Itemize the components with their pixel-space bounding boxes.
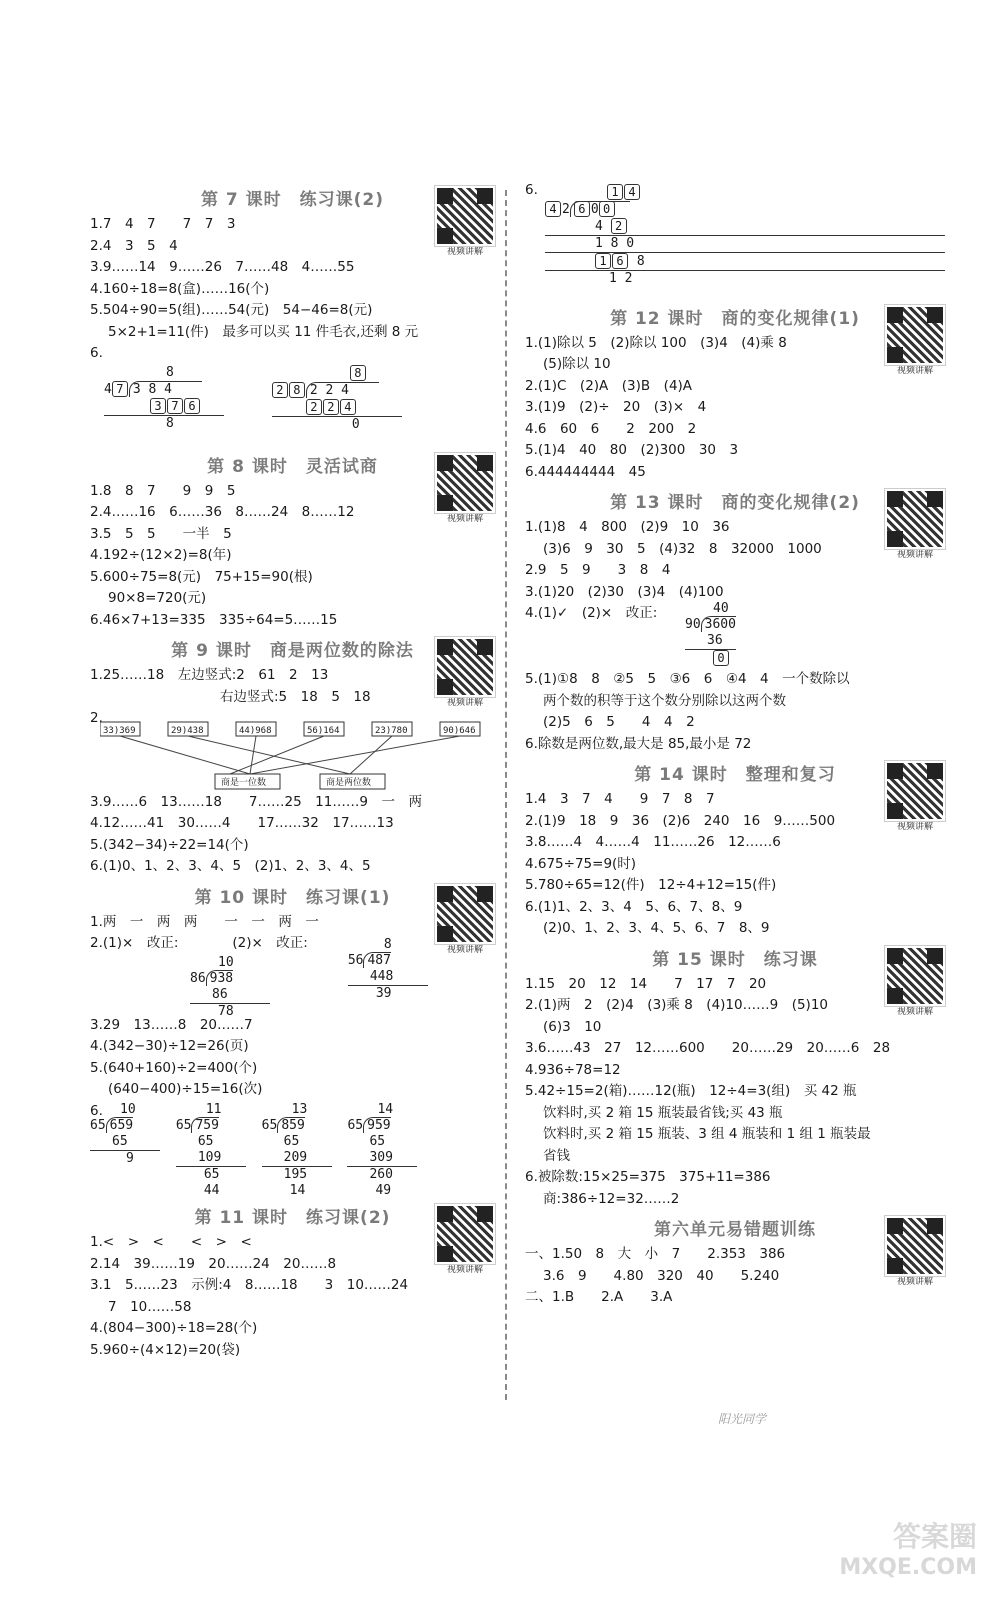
answer-line: 1.(1)除以 5 (2)除以 100 (3)4 (4)乘 8 (525, 334, 787, 351)
answer-line: 7 10……58 (108, 1298, 192, 1315)
pair-card: 23)780 (375, 725, 408, 736)
qr-code-icon (435, 186, 495, 246)
qr-caption: 视频讲解 (896, 822, 933, 832)
qr-code-icon (885, 305, 945, 365)
answer-line: 5×2+1=11(件) 最多可以买 11 件毛衣,还剩 8 元 (108, 323, 419, 340)
qr-caption: 视频讲解 (446, 944, 483, 955)
lesson9-section (90, 637, 495, 878)
answer-line: 2.(1)× 改正: (2)× 改正: (90, 935, 308, 951)
answer-line: 饮料时,买 2 箱 15 瓶装最省钱;买 43 瓶 (543, 1104, 783, 1121)
qr-code[interactable] (885, 946, 945, 1018)
answer-line: 商:386÷12=32……2 (543, 1190, 680, 1207)
division-work (90, 1102, 495, 1198)
answer-line: 1.两 一 两 两 一 一 两 一 (90, 913, 319, 930)
answer-line: 3.6 9 4.80 320 40 5.240 (543, 1267, 780, 1284)
answer-line: 6. (90, 345, 103, 361)
qr-code-icon (885, 1216, 945, 1276)
answer-line: 6.被除数:15×25=375 375+11=386 (525, 1169, 771, 1185)
answer-line: 4.(804−300)÷18=28(个) (90, 1320, 258, 1336)
qr-code[interactable] (885, 761, 945, 833)
lesson13-section (525, 489, 945, 755)
lesson10-section (90, 884, 495, 1199)
answer-line: 1.15 20 12 14 7 17 7 20 (525, 975, 767, 992)
lesson12-title: 第 12 课时 商的变化规律(1) (610, 308, 860, 329)
qr-code[interactable] (885, 1216, 945, 1288)
answer-line: 右边竖式:5 18 5 18 (220, 688, 371, 705)
lesson12-section (525, 305, 945, 484)
answer-line: 1.(1)8 4 800 (2)9 10 36 (525, 519, 730, 535)
matching-diagram (100, 712, 500, 792)
answer-line: 4.(342−30)÷12=26(页) (90, 1038, 249, 1054)
answer-line: 3.6……43 27 12……600 20……29 20……6 28 (525, 1040, 891, 1056)
qr-caption: 视频讲解 (896, 550, 933, 560)
answer-line: 2.9 5 9 3 8 4 (525, 562, 671, 578)
qr-caption: 视频讲解 (446, 698, 483, 708)
box-one-digit: 商是一位数 (221, 777, 267, 788)
answer-line: 6.46×7+13=335 335÷64=5……15 (90, 611, 338, 628)
qr-code-icon (435, 453, 495, 513)
qr-caption: 视频讲解 (446, 247, 483, 257)
column-divider (505, 190, 507, 1400)
right-q6-section (525, 180, 945, 299)
qr-caption: 视频讲解 (896, 1006, 933, 1017)
lesson15-section (525, 946, 945, 1211)
division-work (90, 365, 495, 447)
qr-code-icon (435, 884, 495, 944)
answer-line: 3.8……4 4……4 11……26 12……6 (525, 834, 781, 850)
answer-line: 1.4 3 7 4 9 7 8 7 (525, 791, 715, 807)
qr-code[interactable] (435, 453, 495, 525)
answer-line: 饮料时,买 2 箱 15 瓶装、3 组 4 瓶装和 1 组 1 瓶装最 (543, 1126, 871, 1142)
qr-caption: 视频讲解 (896, 365, 933, 376)
lesson9-title: 第 9 课时 商是两位数的除法 (171, 641, 414, 661)
long-division: 8 56 487 448 39 (348, 937, 428, 1002)
right-column (525, 180, 945, 1309)
answer-line: 6. (525, 182, 538, 198)
answer-line: 4.675÷75=9(时) (525, 855, 637, 872)
answer-line: 3.5 5 5 一半 5 (90, 525, 232, 542)
answer-line: 6.(1)1、2、3、4 5、6、7、8、9 (525, 898, 743, 915)
lesson13-title: 第 13 课时 商的变化规律(2) (610, 493, 860, 513)
answer-line: 二、1.B 2.A 3.A (525, 1289, 673, 1305)
division-work: 1 4 4 2 6 0 0 4 2 1 8 0 1 6 8 1 2 (525, 184, 945, 299)
answer-line: 3.9……14 9……26 7……48 4……55 (90, 259, 355, 275)
answer-line: 省钱 (543, 1147, 570, 1164)
qr-code[interactable] (885, 489, 945, 561)
answer-line: 3.1 5……23 示例:4 8……18 3 10……24 (90, 1277, 409, 1293)
lesson8-title: 第 8 课时 灵活试商 (207, 456, 378, 477)
answer-line: 2. (90, 710, 103, 726)
answer-line: (2)0、1、2、3、4、5、6、7 8、9 (543, 920, 770, 936)
answer-line: 两个数的积等于这个数分别除以这两个数 (543, 692, 786, 709)
lesson8-section (90, 453, 495, 632)
pair-card: 33)369 (103, 725, 136, 736)
answer-line: (640−400)÷15=16(次) (108, 1081, 263, 1097)
answer-line: 2.(1)两 2 (2)4 (3)乘 8 (4)10……9 (5)10 (525, 997, 828, 1013)
pair-card: 44)968 (239, 725, 272, 736)
lesson7-title: 第 7 课时 练习课(2) (200, 190, 385, 210)
qr-code[interactable] (435, 637, 495, 709)
answer-line: 2.4 3 5 4 (90, 237, 178, 254)
answer-line: 4.12……41 30……4 17……32 17……13 (90, 815, 394, 831)
long-division: 10 65 659 65 9 (90, 1102, 160, 1167)
lesson14-section (525, 761, 945, 940)
answer-line: 5.42÷15=2(箱)……12(瓶) 12÷4=3(组) 买 42 瓶 (525, 1083, 857, 1099)
answer-line: 3.9……6 13……18 7……25 11……9 一 两 (90, 793, 422, 810)
answer-line: (6)3 10 (543, 1018, 602, 1035)
long-division: 8 4 7 3 8 4 3 7 6 8 (104, 365, 224, 432)
answer-line: 5.(342−34)÷22=14(个) (90, 836, 249, 853)
answer-line: 5.600÷75=8(元) 75+15=90(根) (90, 568, 313, 585)
box-two-digit: 商是两位数 (326, 777, 372, 788)
answer-line: 2.14 39……19 20……24 20……8 (90, 1255, 337, 1272)
qr-code[interactable] (885, 305, 945, 377)
answer-line: 4.6 60 6 2 200 2 (525, 420, 697, 437)
qr-code-icon (435, 637, 495, 697)
qr-caption: 视频讲解 (446, 513, 483, 524)
long-division: 14 65 959 65 309 260 49 (347, 1102, 417, 1199)
answer-line: 5.504÷90=5(组)……54(元) 54−46=8(元) (90, 302, 373, 318)
answer-line: 4.192÷(12×2)=8(年) (90, 547, 232, 563)
answer-line: 6.444444444 45 (525, 463, 646, 480)
qr-caption: 视频讲解 (896, 1277, 933, 1287)
answer-line: 6.(1)0、1、2、3、4、5 (2)1、2、3、4、5 (90, 858, 371, 874)
watermark-bottom: MXQE.COM (839, 1555, 977, 1580)
unit6-section (525, 1216, 945, 1309)
answer-line: 2.4……16 6……36 8……24 8……12 (90, 504, 355, 520)
answer-line: 一、1.50 8 大 小 7 2.353 386 (525, 1246, 786, 1262)
qr-code-icon (435, 1204, 495, 1264)
answer-line: 1.8 8 7 9 9 5 (90, 482, 236, 499)
answer-line: 6. (90, 1102, 103, 1119)
answer-line: 5.960÷(4×12)=20(袋) (90, 1341, 241, 1358)
qr-code[interactable] (435, 1204, 495, 1276)
answer-line: (2)5 6 5 4 4 2 (543, 714, 695, 730)
watermark-top: 答案圈 (892, 1520, 977, 1553)
answer-line: 4.(1)✓ (2)× 改正: (525, 605, 658, 621)
long-division: 10 86 938 86 78 (190, 955, 270, 1020)
left-column (90, 180, 495, 1361)
pair-card: 56)164 (307, 725, 340, 736)
answer-line: 1.7 4 7 7 7 3 (90, 216, 236, 232)
answer-line: 1.25……18 左边竖式:2 61 2 13 (90, 667, 329, 683)
qr-code-icon (885, 761, 945, 821)
answer-line: 3.(1)9 (2)÷ 20 (3)× 4 (525, 399, 707, 415)
long-division: 13 65 859 65 209 195 14 (262, 1102, 332, 1199)
answer-line: (3)6 9 30 5 (4)32 8 32000 1000 (543, 540, 822, 557)
qr-caption: 视频讲解 (446, 1265, 483, 1275)
unit6-title: 第六单元易错题训练 (654, 1220, 816, 1240)
answer-line: (5)除以 10 (543, 356, 611, 372)
answer-line: 90×8=720(元) (108, 590, 207, 606)
answer-line: 5.(1)4 40 80 (2)300 30 3 (525, 442, 739, 458)
lesson10-title: 第 10 课时 练习课(1) (194, 887, 391, 908)
answer-line: 6.除数是两位数,最大是 85,最小是 72 (525, 735, 752, 752)
answer-line: 4.160÷18=8(盒)……16(个) (90, 280, 270, 297)
watermark (839, 1515, 977, 1580)
lesson11-title: 第 11 课时 练习课(2) (194, 1208, 391, 1228)
answer-line: 5.(1)①8 8 ②5 5 ③6 6 ④4 4 一个数除以 (525, 671, 850, 687)
long-division: 8 2 8 2 2 4 2 2 4 0 (272, 365, 402, 433)
qr-code-icon (885, 489, 945, 549)
answer-line: 5.780÷65=12(件) 12÷4+12=15(件) (525, 877, 777, 893)
answer-line: 1.< > < < > < (90, 1234, 252, 1250)
qr-code-icon (885, 946, 945, 1006)
answer-line: 3.(1)20 (2)30 (3)4 (4)100 (525, 583, 724, 600)
long-division: 40 90 3600 36 0 (685, 601, 736, 665)
brand-logo: 阳光同学 (718, 1412, 767, 1426)
pair-card: 29)438 (171, 725, 204, 736)
lesson14-title: 第 14 课时 整理和复习 (634, 765, 836, 785)
pair-card: 90)646 (443, 725, 476, 736)
answer-line: 2.(1)9 18 9 36 (2)6 240 16 9……500 (525, 812, 836, 829)
answer-line: 4.936÷78=12 (525, 1061, 621, 1078)
lesson11-section (90, 1204, 495, 1361)
lesson15-title: 第 15 课时 练习课 (652, 949, 818, 970)
answer-line: 5.(640+160)÷2=400(个) (90, 1059, 258, 1076)
q4-block (525, 603, 945, 669)
long-division: 11 65 759 65 109 65 44 (176, 1102, 246, 1199)
qr-code[interactable] (435, 884, 495, 956)
answer-line: 3.29 13……8 20……7 (90, 1016, 253, 1033)
lesson7-section (90, 186, 495, 447)
qr-code[interactable] (435, 186, 495, 258)
answer-line: 2.(1)C (2)A (3)B (4)A (525, 377, 693, 394)
